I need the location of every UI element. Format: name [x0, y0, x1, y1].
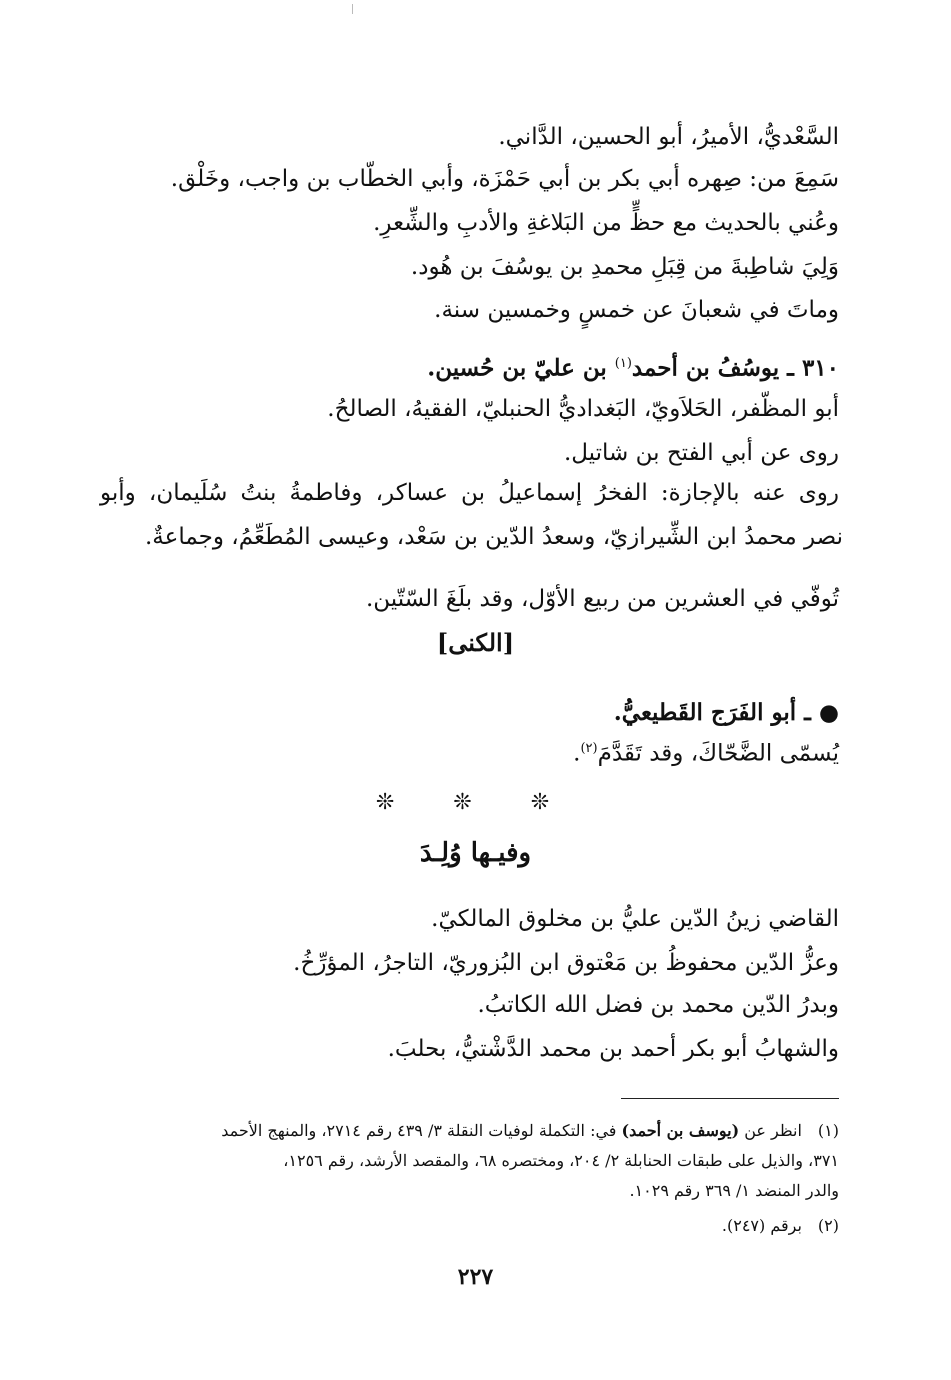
kuna-entry-name: أبو الفَرَج القَطيعيُّ. [613, 699, 797, 726]
footnote-1-line-2: ٣٧١، والذيل على طبقات الحنابلة ٢/ ٢٠٤، ومختصره ٦٨، والمقصد الأرشد، رقم ١٢٥٦، [283, 1151, 839, 1170]
footnote-prefix: انظر عن [744, 1121, 802, 1140]
footnote-2 [112, 1212, 839, 1240]
star-separator: ❊ ❊ ❊ [375, 790, 576, 815]
body-line: وعُني بالحديث مع حظٍّ من البَلاغةِ والأدبِ والشِّعرِ. [373, 210, 839, 236]
scan-mark [352, 4, 353, 14]
section-heading-kuna: [الكنى] [436, 628, 515, 657]
footnote-ref: (٢) [580, 741, 598, 756]
footnote-ref: (١) [614, 356, 632, 371]
body-line: سَمِعَ من: صِهره أبي بكر بن أبي حَمْزَة، وأبي الخطّاب بن واجب، وخَلْق. [170, 166, 839, 192]
footnote-bold: (يوسف بن أحمد) [621, 1121, 740, 1140]
entry-name-rest: بن عليّ بن حُسين. [427, 354, 607, 382]
entry-number: ٣١٠ [801, 354, 839, 382]
footnote-text: في: التكملة لوفيات النقلة ٣/ ٤٣٩ رقم ٢٧١٤، والمنهج الأحمد [221, 1121, 617, 1140]
births-line: والشهابُ أبو بكر أحمد بن محمد الدَّشْتيُّ، بحلبَ. [387, 1036, 839, 1062]
body-line: السَّعْديُّ، الأميرُ، أبو الحسين، الدَّاني. [498, 124, 839, 150]
kuna-entry-line [100, 730, 839, 773]
births-line: وعزُّ الدّين محفوظُ بن مَعْتوق ابن البُزوريّ، التاجرُ، المؤرِّخُ. [293, 950, 839, 976]
bullet-icon: ● [818, 699, 839, 726]
footnote-1 [112, 1117, 839, 1145]
entry-name: يوسُفُ بن أحمد [631, 354, 780, 382]
entry-line: أبو المظّفر، الحَلاَويّ، البَغداديُّ الحنبليّ، الفقيهُ، الصالحُ. [327, 396, 839, 422]
footnote-number: (١) [817, 1121, 839, 1140]
kuna-entry-heading [100, 694, 839, 732]
footnote-text: برقم (٢٤٧). [721, 1216, 802, 1235]
entry-heading [100, 345, 839, 388]
entry-line: نصر محمدُ ابن الشِّيرازيّ، وسعدُ الدّين بن سَعْد، وعيسى المُطَعِّمُ، وجماعةٌ. [145, 524, 843, 550]
entry-line: روى عن أبي الفتح بن شاتيل. [563, 440, 839, 466]
footnote-number: (٢) [817, 1216, 839, 1235]
entry-dash: ـ [787, 354, 794, 382]
footnote-1-line-3: والدر المنضد ١/ ٣٦٩ رقم ١٠٢٩. [629, 1181, 839, 1200]
page-number: ٢٢٧ [457, 1264, 494, 1290]
kuna-entry-text: يُسمّى الضَّحّاكَ، وقد تَقَدَّمَ [597, 740, 839, 767]
entry-dash: ـ [804, 699, 811, 726]
kuna-entry-end: . [573, 740, 581, 767]
body-line: وَلِيَ شاطِبةَ من قِبَلِ محمدِ بن يوسُفَ بن هُود. [410, 254, 839, 280]
entry-line: تُوفّي في العشرين من ربيع الأوّل، وقد بلَغَ السّتّين. [365, 586, 839, 612]
births-line: القاضي زينُ الدّين عليُّ بن مخلوق المالكيّ. [431, 906, 839, 932]
body-line: وماتَ في شعبانَ عن خمسٍ وخمسين سنة. [434, 297, 839, 323]
section-heading-births: وفيـها وُلِـدَ [419, 838, 532, 868]
footnote-separator [621, 1098, 839, 1099]
entry-line: روى عنه بالإجازة: الفخرُ إسماعيلُ بن عساكر، وفاطمةُ بنتُ سُلَيمان، وأبو [100, 480, 839, 506]
births-line: وبدرُ الدّين محمد بن فضل الله الكاتبُ. [477, 992, 839, 1018]
